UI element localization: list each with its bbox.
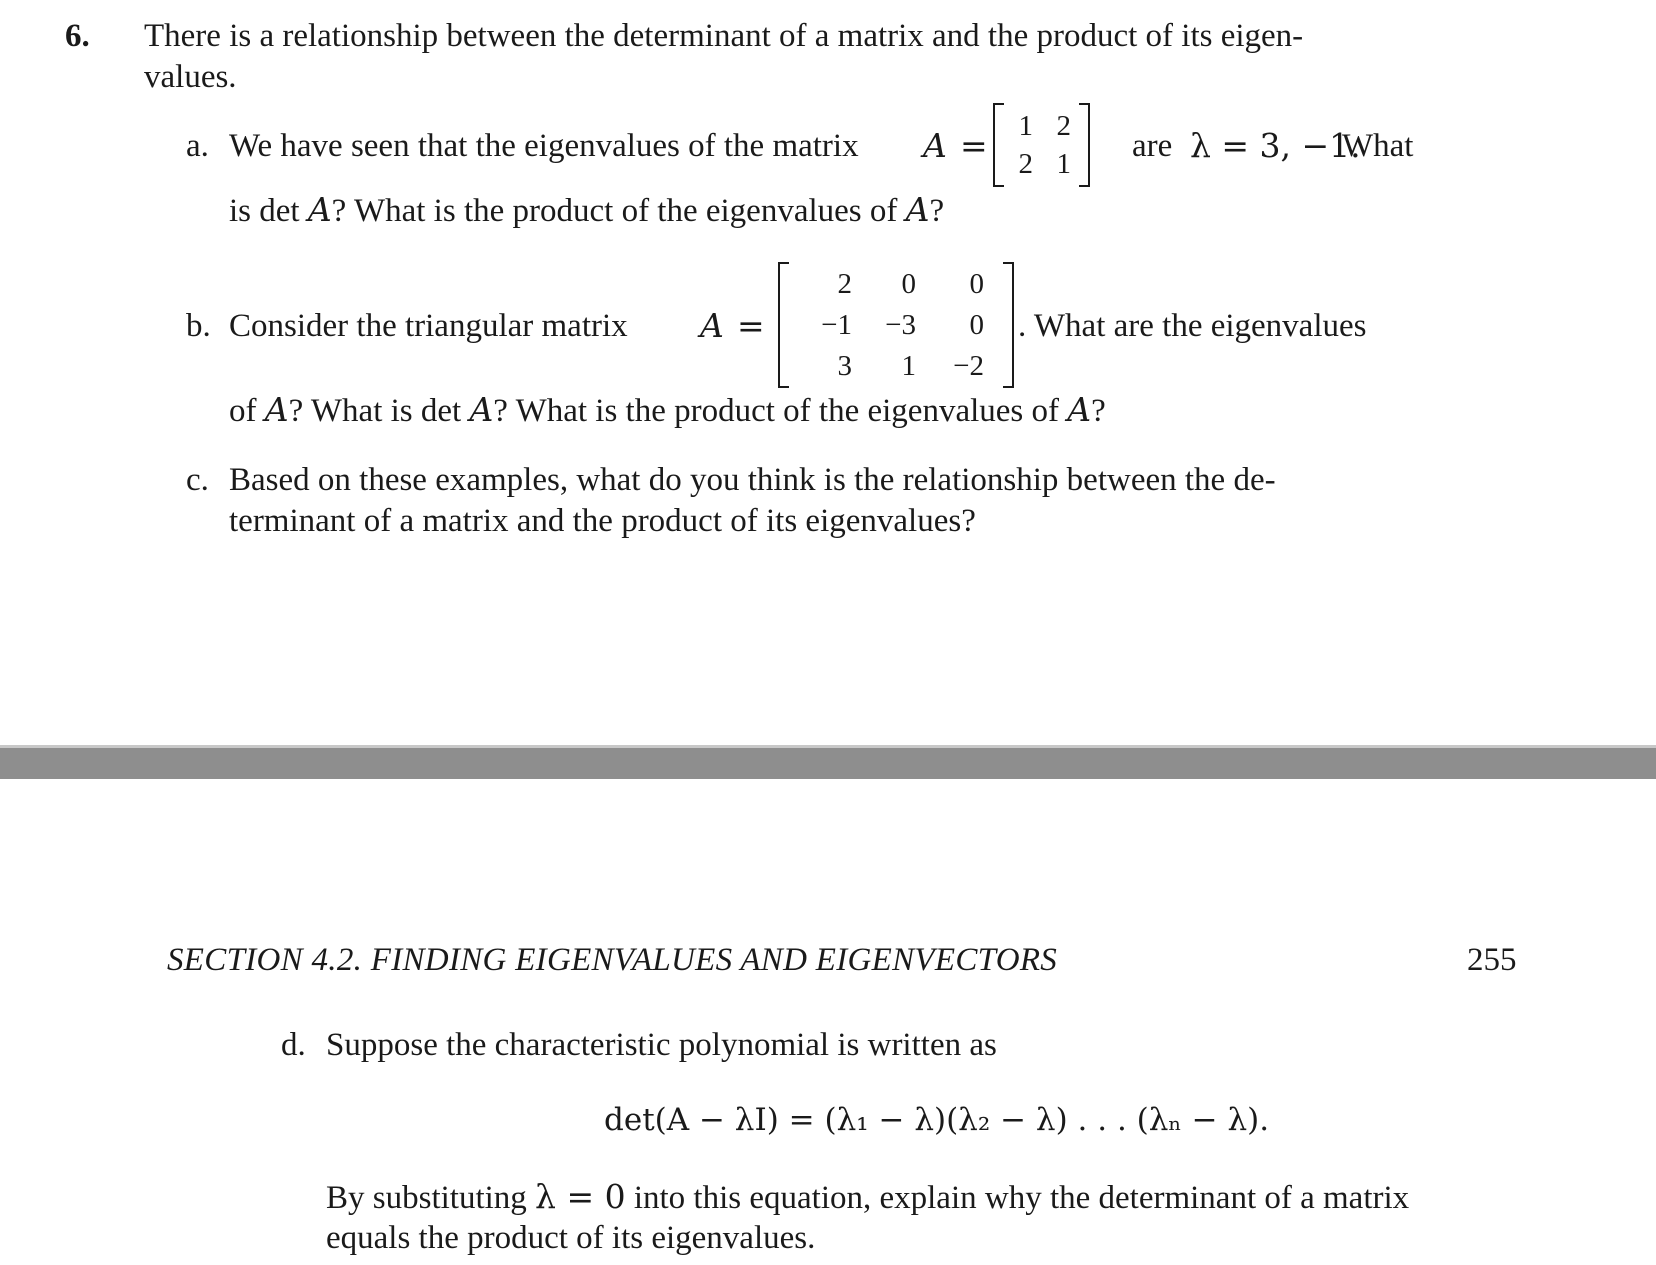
matrix-right-bracket (1079, 103, 1090, 187)
part-b-line2 (229, 390, 1106, 431)
part-b-var-a: A (700, 306, 724, 345)
matrix-right-bracket (1003, 262, 1014, 388)
part-b-var-a: A (1067, 390, 1092, 429)
matrix-cell: 0 (901, 268, 916, 300)
matrix-cell: −3 (885, 309, 916, 341)
matrix-cell: 2 (1018, 148, 1033, 180)
part-a-text3: What (1342, 128, 1414, 164)
part-b-matrix (778, 262, 1014, 388)
part-a-label: a. (186, 128, 209, 164)
part-d-line2-b: into this equation, explain why the determinant of a matrix (633, 1180, 1410, 1216)
part-a-var-a: A (905, 190, 930, 229)
part-b-label: b. (186, 308, 211, 344)
part-b-line2-end: ? (1091, 393, 1106, 429)
part-a-matrix (993, 103, 1090, 187)
part-a-line2-end: ? (929, 193, 945, 229)
part-d-line2-a: By substituting (326, 1180, 527, 1216)
part-d-line2 (326, 1177, 1409, 1218)
part-a-var-a: A (307, 190, 332, 229)
part-a-equals: = (960, 126, 988, 165)
part-b-line2-q1: ? What is det (288, 393, 462, 429)
part-c-line2: terminant of a matrix and the product of its eigenvalues? (229, 503, 976, 539)
part-a-var-a: A (923, 126, 947, 165)
problem-number: 6. (65, 18, 90, 54)
matrix-cell: 0 (969, 268, 984, 300)
matrix-cell: −2 (953, 350, 984, 382)
part-a-line2-start (229, 190, 944, 231)
matrix-cell: 3 (837, 350, 852, 382)
matrix-cell: 1 (1056, 148, 1071, 180)
part-d-line1: Suppose the characteristic polynomial is written as (326, 1027, 997, 1063)
part-d-line3: equals the product of its eigenvalues. (326, 1220, 816, 1256)
problem-intro-line2: values. (144, 59, 237, 95)
matrix-cell: 1 (901, 350, 916, 382)
part-b-var-a: A (264, 390, 289, 429)
matrix-left-bracket (778, 262, 789, 388)
part-a-lambda-eq: λ = 3, −1. (1190, 126, 1361, 165)
part-b-line2-of: of (229, 393, 257, 429)
part-d-equation: det(A − λI) = (λ₁ − λ)(λ₂ − λ) . . . (λₙ − λ). (604, 1102, 1270, 1138)
matrix-cell: 0 (969, 309, 984, 341)
problem-intro-line1: There is a relationship between the determinant of a matrix and the product of its eigen- (144, 18, 1304, 54)
part-a-line2-rest: ? What is the product of the eigenvalues of (331, 193, 898, 229)
page-number: 255 (1467, 942, 1517, 978)
matrix-cell: 2 (1056, 110, 1071, 142)
part-c-label: c. (186, 462, 209, 498)
matrix-cell: 2 (837, 268, 852, 300)
part-d-label: d. (281, 1027, 306, 1063)
part-b-var-a: A (469, 390, 494, 429)
part-b-text2: . What are the eigenvalues (1018, 308, 1367, 344)
matrix-cell: 1 (1018, 110, 1033, 142)
matrix-cell: −1 (821, 309, 852, 341)
part-b-text1: Consider the triangular matrix (229, 308, 628, 344)
part-a-line2: is det (229, 193, 300, 229)
part-a-text2: are (1132, 128, 1173, 164)
part-d-line2-math: λ = 0 (535, 1177, 626, 1216)
part-a-text1: We have seen that the eigenvalues of the matrix (229, 128, 859, 164)
part-b-line2-q2: ? What is the product of the eigenvalues of (493, 393, 1059, 429)
matrix-left-bracket (993, 103, 1004, 187)
running-head: SECTION 4.2. FINDING EIGENVALUES AND EIGENVECTORS (167, 942, 1058, 978)
part-c-line1: Based on these examples, what do you think is the relationship between the de- (229, 462, 1276, 498)
page-divider (0, 745, 1656, 779)
part-b-equals: = (737, 306, 765, 345)
